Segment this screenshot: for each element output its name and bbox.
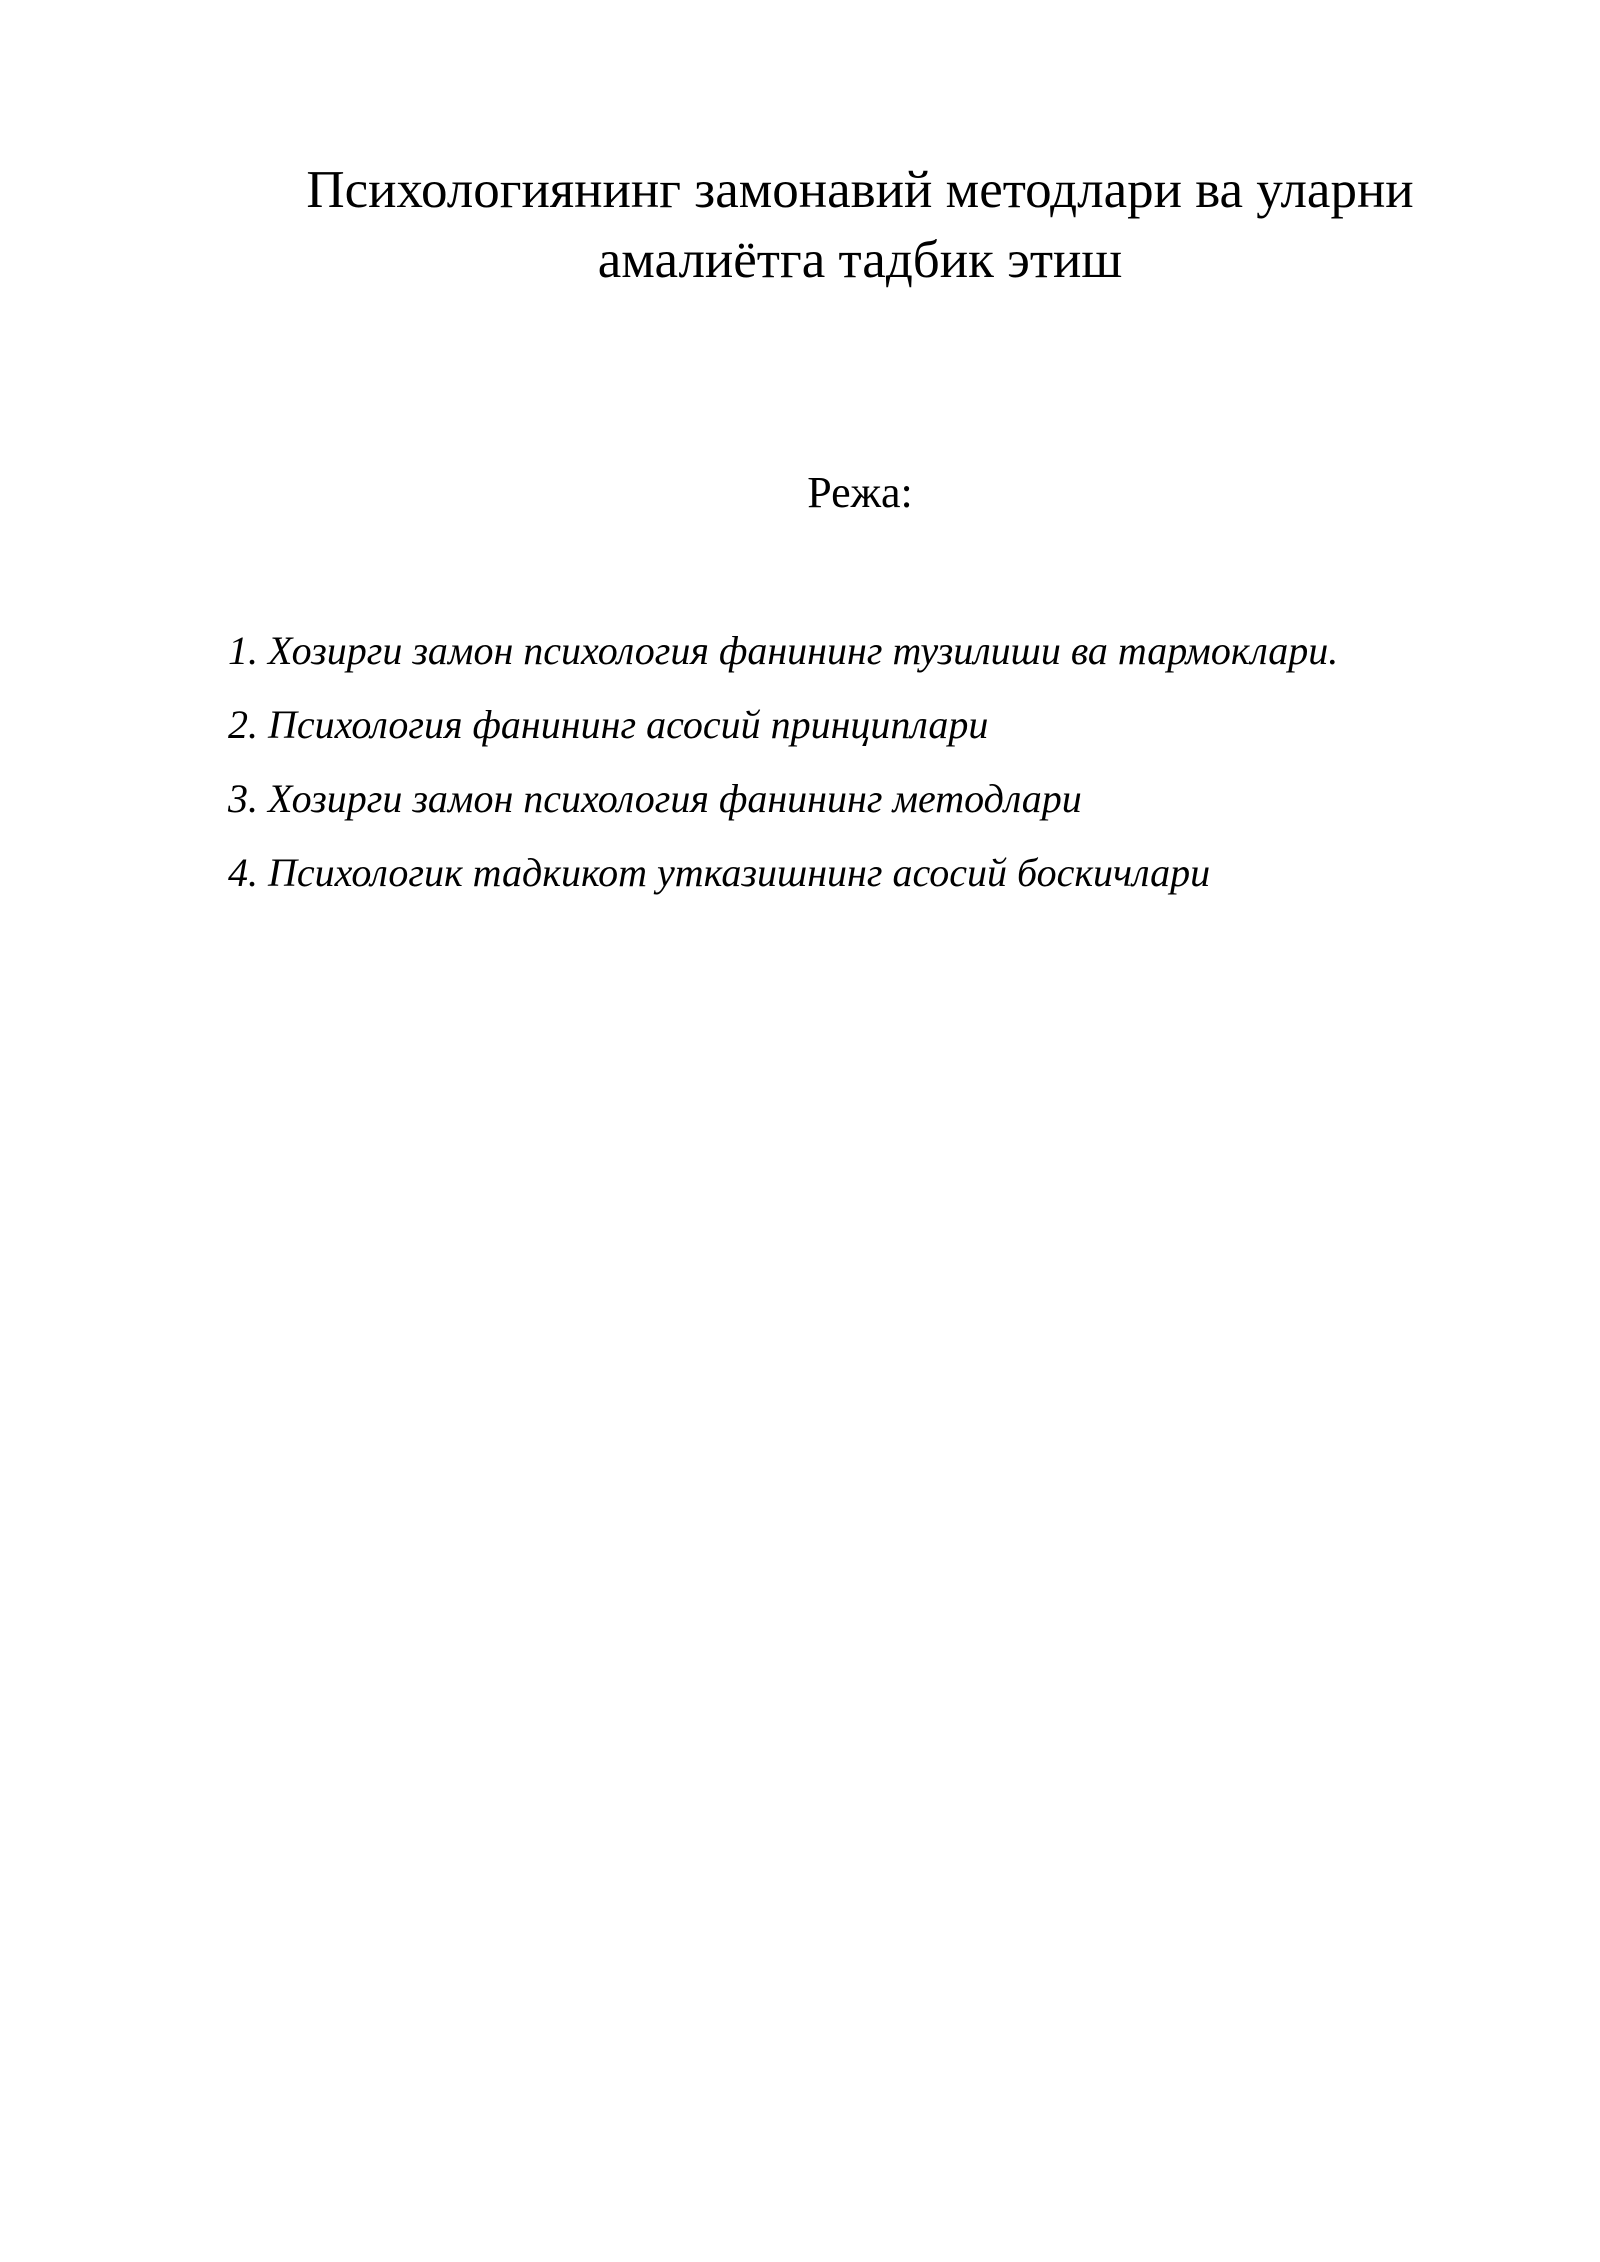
plan-heading: Режа: (807, 468, 913, 517)
plan-list (228, 626, 1518, 922)
document-title (200, 155, 1520, 295)
title-line-2: амалиётга тадбик этиш (597, 231, 1123, 289)
plan-item: 3. Хозирги замон психология фанининг методлари (228, 776, 1082, 821)
plan-item: 4. Психологик тадкикот утказишнинг асосий боскичлари (228, 850, 1211, 895)
title-line-1: Психологиянинг замонавий методлари ва уларни (306, 161, 1414, 219)
plan-item: 2. Психология фанининг асосий принциплари (228, 702, 989, 747)
plan-item: 1. Хозирги замон психология фанининг тузилиши ва тармоклари. (228, 628, 1339, 673)
